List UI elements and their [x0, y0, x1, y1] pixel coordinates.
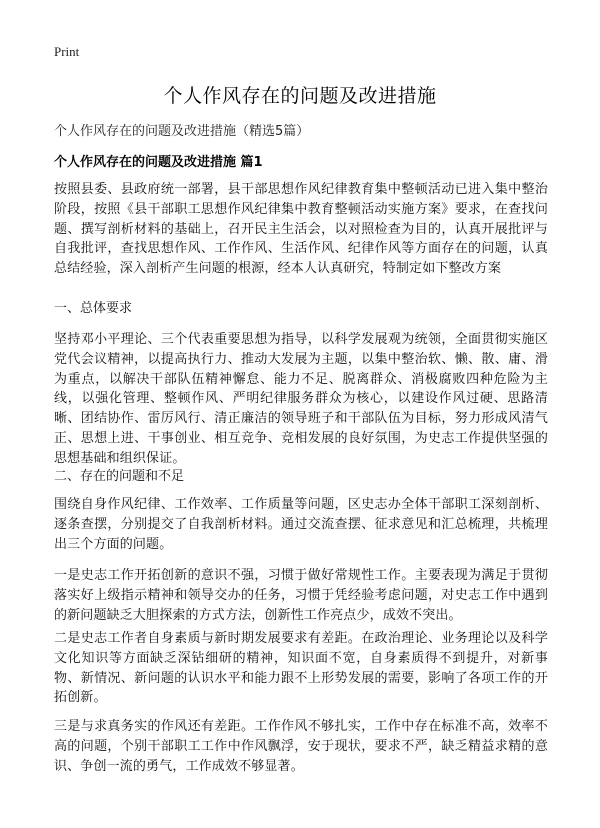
page-title: 个人作风存在的问题及改进措施	[163, 85, 437, 107]
intro-paragraph: 按照县委、县政府统一部署，县干部思想作风纪律教育集中整顿活动已进入集中整治阶段，按照《县干部职工思想作风纪律集中教育整顿活动实施方案》要求，在查找问题、撰写剖析材料的基础上，召开民主生活会，以对照检查为目的，认真开展批评与自我批评，查找思想作风、工作作风、生活作风、纪律作风等方面存在的问题，认真总结经验，深入剖析产生问题的根源，经本人认真研究，特制定如下整改方案	[54, 182, 548, 277]
problem-three-paragraph: 三是与求真务实的作风还有差距。工作作风不够扎实，工作中存在标准不高，效率不高的问题，个别干部职工工作中作风飘浮，安于现状，要求不严，缺乏精益求精的意识、争创一流的勇气，工作成效不够显著。	[54, 719, 548, 774]
problem-one-paragraph: 一是史志工作开拓创新的意识不强，习惯于做好常规性工作。主要表现为满足于贯彻落实好上级指示精神和领导交办的任务，习惯于凭经验考虑问题，对史志工作中遇到的新问题缺乏大胆探索的方式方法，创新性工作亮点少，成效不突出。	[54, 568, 548, 623]
requirements-paragraph: 坚持邓小平理论、三个代表重要思想为指导，以科学发展观为统领，全面贯彻实施区党代会议精神，以提高执行力、推动大发展为主题，以集中整治软、懒、散、庸、滑为重点，以解决干部队伍精神懈怠、能力不足、脱离群众、消极腐败四种危险为主线，以强化管理、整顿作风、严明纪律服务群众为核心，以建设作风过硬、思路清晰、团结协作、雷厉风行、清正廉洁的领导班子和干部队伍为目标，努力形成风清气正、思想上进、干事创业、相互竞争、竞相发展的良好氛围，为史志工作提供坚强的思想基础和组织保证。	[54, 332, 548, 466]
problems-intro-paragraph: 围绕自身作风纪律、工作效率、工作质量等问题，区史志办全体干部职工深刻剖析、逐条查摆，分别提交了自我剖析材料。通过交流查摆、征求意见和汇总梳理，共梳理出三个方面的问题。	[54, 497, 548, 552]
section-title: 个人作风存在的问题及改进措施 篇1	[54, 155, 263, 170]
problem-two-paragraph: 二是史志工作者自身素质与新时期发展要求有差距。在政治理论、业务理论以及科学文化知识等方面缺乏深钻细研的精神，知识面不宽，自身素质得不到提升，对新事物、新情况、新问题的认识水平和能力跟不上形势发展的需要，影响了各项工作的开拓创新。	[54, 631, 548, 706]
heading-general-requirements: 一、总体要求	[54, 301, 133, 316]
print-link[interactable]: Print	[54, 44, 80, 59]
heading-problems: 二、存在的问题和不足	[54, 469, 185, 484]
document-subtitle: 个人作风存在的问题及改进措施（精选5篇）	[54, 124, 310, 139]
